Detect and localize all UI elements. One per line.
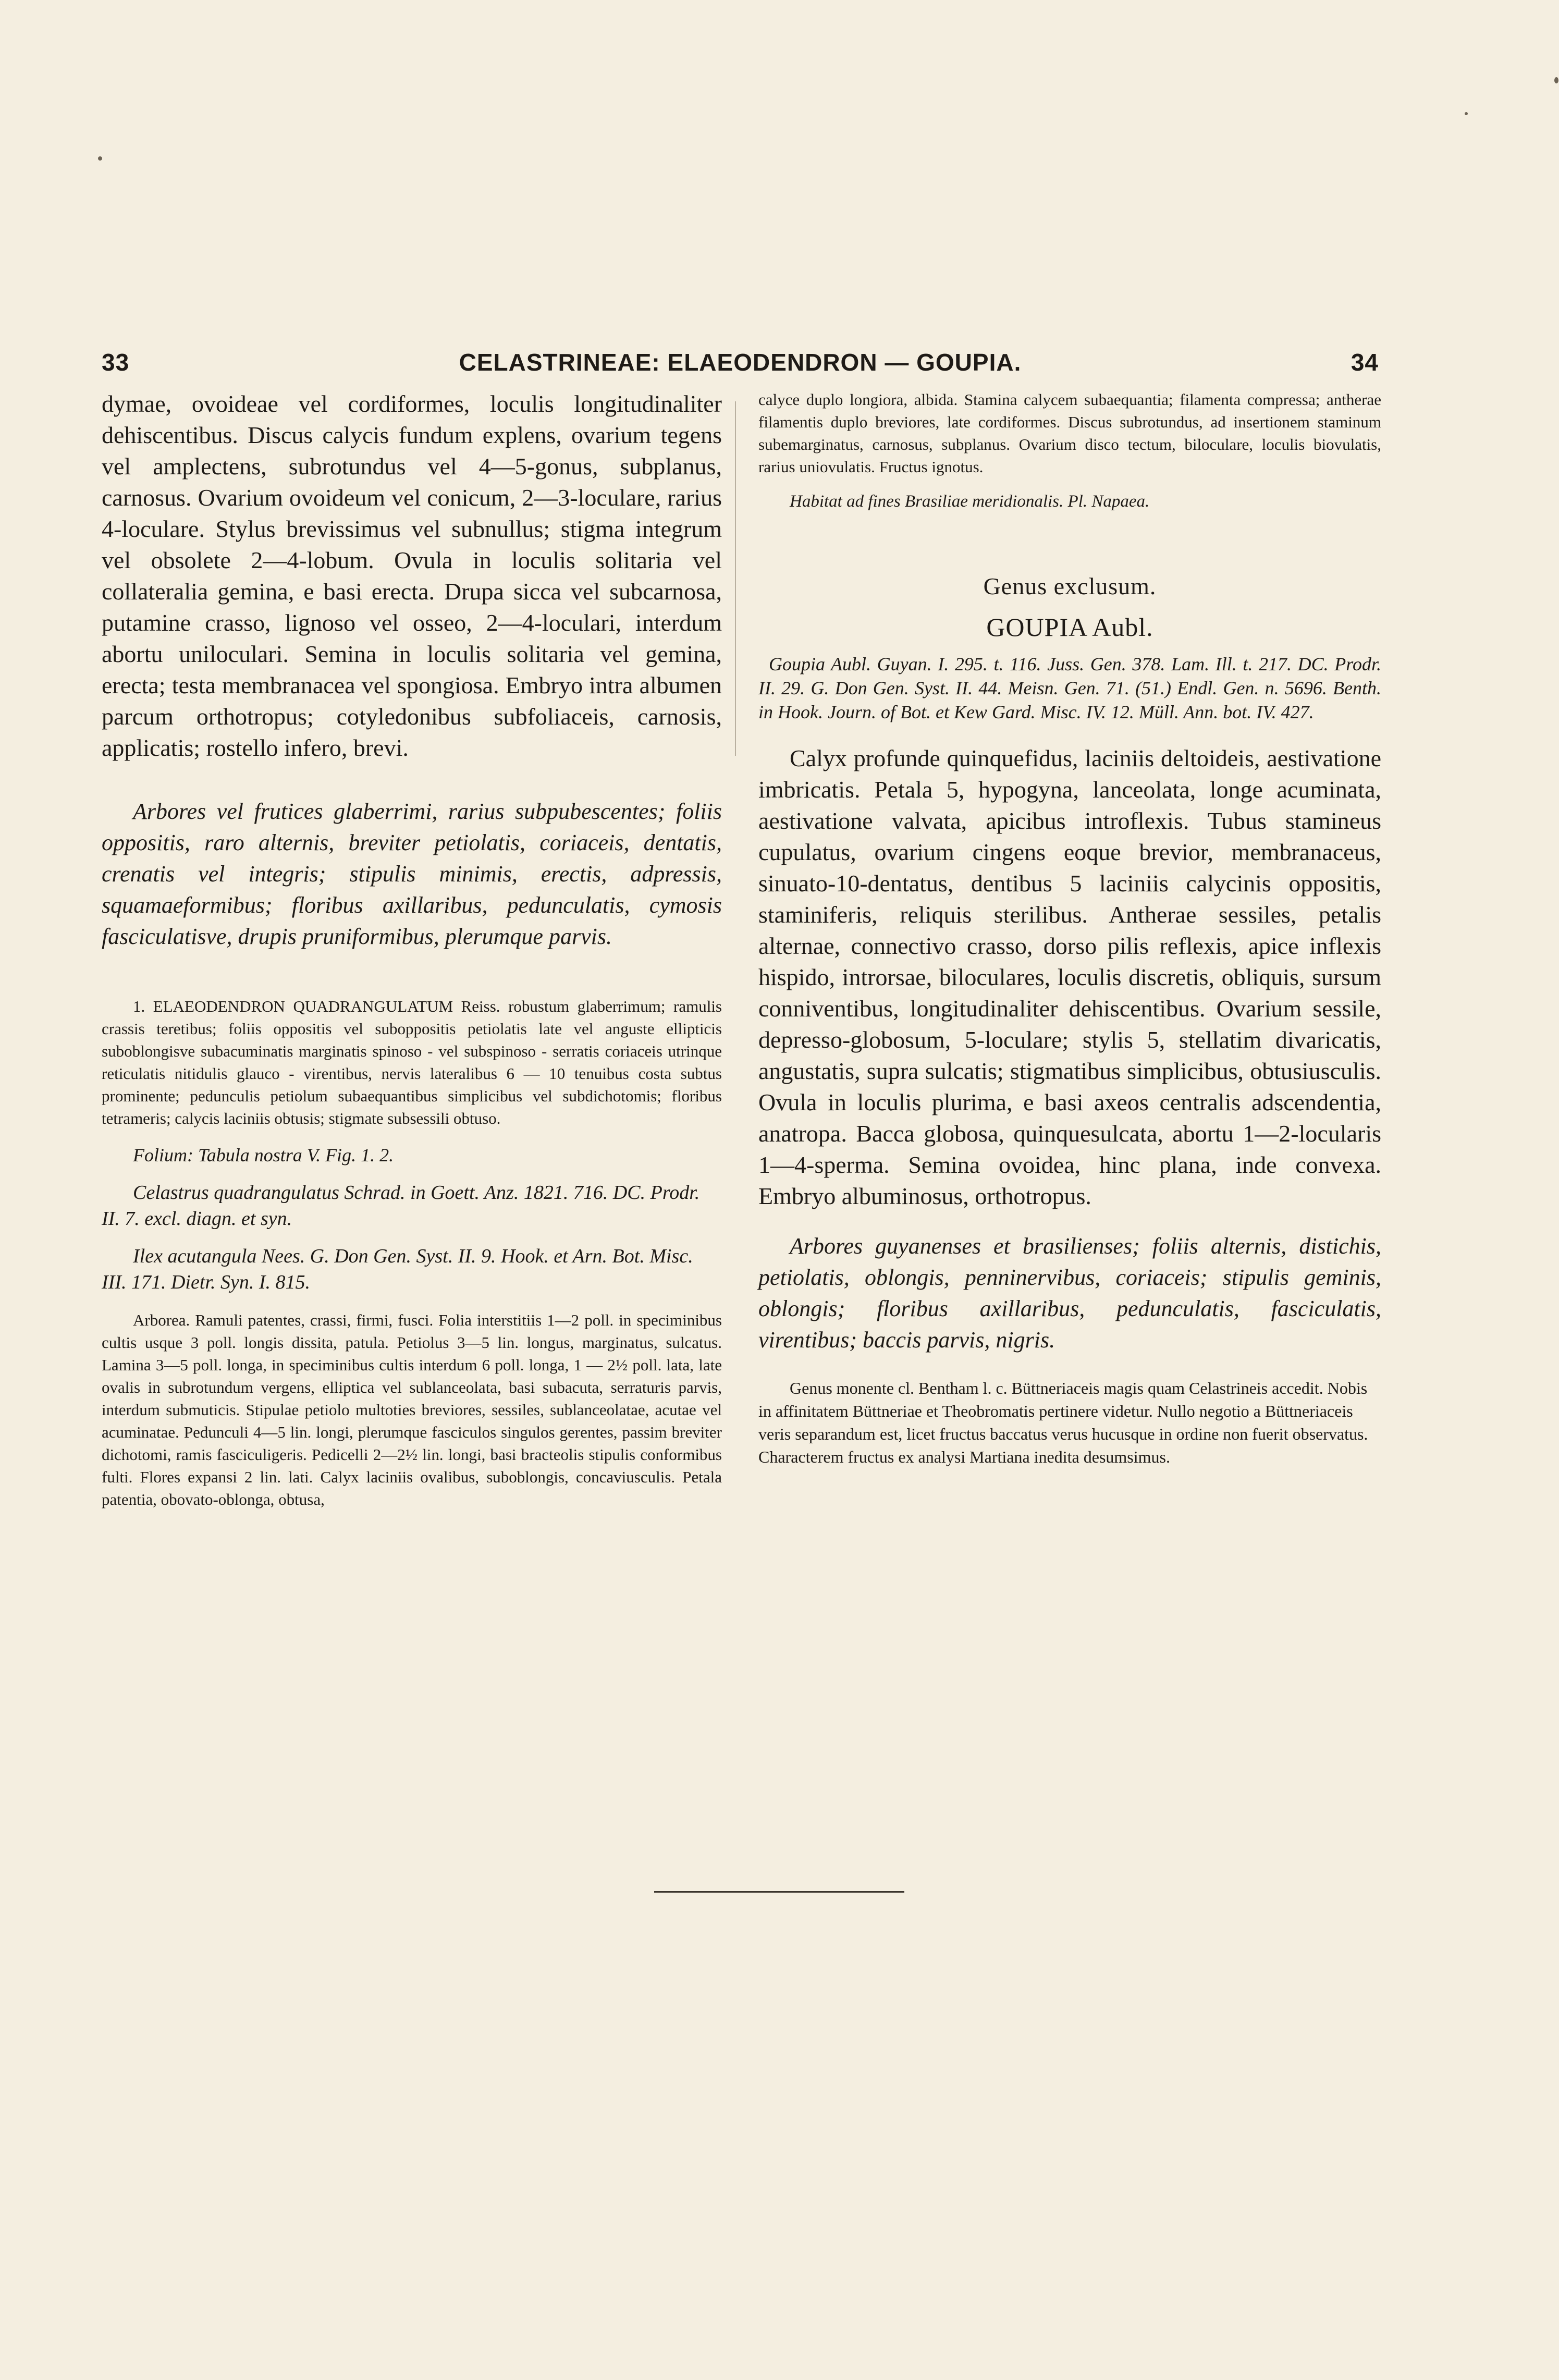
species-description: 1. ELAEODENDRON QUADRANGULATUM Reiss. robustum glaberrimum; ramulis crassis teretibus; foliis oppositis vel suboppositis petiolatis late vel anguste ellipticis suboblongisve subacuminatis marginatis spinoso - vel subspinoso - serratis coriaceis utrinque reticulatis nitidulis glauco - virentibus, nervis lateralibus 6 — 10 tenuibus costa subtus prominente; pedunculis petiolum subaequantibus simplicibus vel subdichotomis; floribus tetrameris; calycis laciniis obtusis; stigmate subsessili obtuso.: [102, 997, 722, 1127]
running-title: CELASTRINEAE: ELAEODENDRON — GOUPIA.: [459, 349, 1022, 376]
end-rule: [654, 1891, 904, 1893]
synonym-celastrus: Celastrus quadrangulatus Schrad. in Goett. Anz. 1821. 716. DC. Prodr. II. 7. excl. diagn. et syn.: [102, 1182, 700, 1230]
habitat: Habitat ad fines Brasiliae meridionalis. Pl. Napaea.: [790, 492, 1150, 511]
synonym-ilex: Ilex acutangula Nees. G. Don Gen. Syst. II. 9. Hook. et Arn. Bot. Misc. III. 171. Dietr. Syn. I. 815.: [102, 1245, 693, 1293]
paper-speck: [1554, 77, 1558, 83]
paper-speck: [98, 156, 102, 161]
running-header: [102, 348, 1379, 379]
paper-speck: [1465, 112, 1468, 115]
left-column: [102, 388, 722, 1511]
species-detailed-description: Arborea. Ramuli patentes, crassi, firmi, fusci. Folia interstitiis 1—2 poll. in speciminibus cultis usque 3 poll. longis dissita, patula. Petiolus 3—5 lin. longus, marginatus, sulcatus. Lamina 3—5 poll. longa, in speciminibus cultis interdum 6 poll. longa, 1 — 2½ poll. lata, late ovalis in subrotundum vergens, elliptica vel sublanceolata, basi subacuta, serraturis parvis, interdum submuticis. Stipulae petiolo multoties breviores, sessiles, sublanceolatae, acutae vel acuminatae. Pedunculi 4—5 lin. longi, plerumque fasciculos singulos gerentes, passim breviter dichotomi, ramis fasciculigeris. Pedicelli 2—2½ lin. longi, basi bracteolis stipulis conformibus fulti. Flores expansi 2 lin. lati. Calyx laciniis ovalibus, suboblongis, concaviusculis. Petala patentia, obovato-oblonga, obtusa,: [102, 1311, 722, 1508]
goupia-references: Goupia Aubl. Guyan. I. 295. t. 116. Juss. Gen. 378. Lam. Ill. t. 217. DC. Prodr. II. 29. G. Don Gen. Syst. II. 44. Meisn. Gen. 71. (51.) Endl. Gen. n. 5696. Benth. in Hook. Journ. of Bot. et Kew Gard. Misc. IV. 12. Müll. Ann. bot. IV. 427.: [758, 654, 1381, 722]
genus-diagnosis: Arbores vel frutices glaberrimi, rarius subpubescentes; foliis oppositis, raro alternis, breviter petiolatis, coriaceis, dentatis, crenatis vel integris; stipulis minimis, erectis, adpressis, squamaeformibus; floribus axillaribus, pedunculatis, cymosis fasciculatisve, drupis pruniformibus, plerumque parvis.: [102, 799, 722, 949]
column-divider: [735, 401, 736, 756]
species-description-continued: calyce duplo longiora, albida. Stamina calycem subaequantia; filamenta compressa; antherae filamentis duplo breviores, late cordiformes. Discus subrotundus, ad insertionem staminum subemarginatus, carnosus, subplanus. Ovarium disco tectum, biloculare, loculis biovulatis, rarius uniovulatis. Fructus ignotus.: [758, 390, 1381, 476]
goupia-note: Genus monente cl. Bentham l. c. Büttneriaceis magis quam Celastrineis accedit. Nobis in affinitatem Büttneriae et Theobromatis pertinere videtur. Nullo negotio a Büttneriaceis veris separandum est, licet fructus baccatus verus hucusque in ordine non fuerit observatus. Characterem fructus ex analysi Martiana inedita desumsimus.: [758, 1379, 1368, 1466]
page-number-left: 33: [102, 349, 130, 376]
genus-name-goupia: GOUPIA Aubl.: [986, 612, 1153, 642]
plate-reference: Folium: Tabula nostra V. Fig. 1. 2.: [133, 1145, 394, 1166]
section-heading-genus-exclusum: Genus exclusum.: [983, 573, 1157, 599]
page-number-right: 34: [1351, 349, 1379, 376]
right-column: [758, 388, 1381, 1485]
genus-description-continued: dymae, ovoideae vel cordiformes, loculis longitudinaliter dehiscentibus. Discus calycis fundum explens, ovarium tegens vel amplectens, subrotundus vel 4—5-gonus, subplanus, carnosus. Ovarium ovoideum vel conicum, 2—3-loculare, rarius 4-loculare. Stylus brevissimus vel subnullus; stigma integrum vel obsolete 2—4-lobum. Ovula in loculis solitaria vel collateralia gemina, e basi erecta. Drupa sicca vel subcarnosa, putamine crasso, lignoso vel osseo, 2—4-loculari, interdum abortu uniloculari. Semina in loculis solitaria vel gemina, erecta; testa membranacea vel spongiosa. Embryo intra albumen parcum orthotropus; cotyledonibus subfoliaceis, carnosis, applicatis; rostello infero, brevi.: [102, 390, 722, 761]
goupia-diagnosis: Arbores guyanenses et brasilienses; foliis alternis, distichis, petiolatis, oblongis, penninervibus, coriaceis; stipulis geminis, oblongis; floribus axillaribus, pedunculatis, fasciculatis, virentibus; baccis parvis, nigris.: [758, 1233, 1381, 1353]
goupia-description: Calyx profunde quinquefidus, laciniis deltoideis, aestivatione imbricatis. Petala 5, hypogyna, lanceolata, longe acuminata, aestivatione valvata, apicibus introflexis. Tubus stamineus cupulatus, ovarium cingens eoque brevior, membranaceus, sinuato-10-dentatus, dentibus 5 laciniis calycinis oppositis, staminiferis, reliquis sterilibus. Antherae sessiles, petalis alternae, connectivo crasso, dorso pilis reflexis, apice inflexis hispido, introrsae, biloculares, loculis discretis, obliquis, sursum conniventibus, longitudinaliter dehiscentibus. Ovarium sessile, depresso-globosum, 5-loculare; stylis 5, stellatim divaricatis, angustatis, supra sulcatis; stigmatibus simplicibus, obtusiusculis. Ovula in loculis plurima, e basi axeos centralis adscendentia, anatropa. Bacca globosa, quinquesulcata, abortu 1—2-locularis 1—4-sperma. Semina ovoidea, hinc plana, inde convexa. Embryo albuminosus, orthotropus.: [758, 745, 1381, 1209]
